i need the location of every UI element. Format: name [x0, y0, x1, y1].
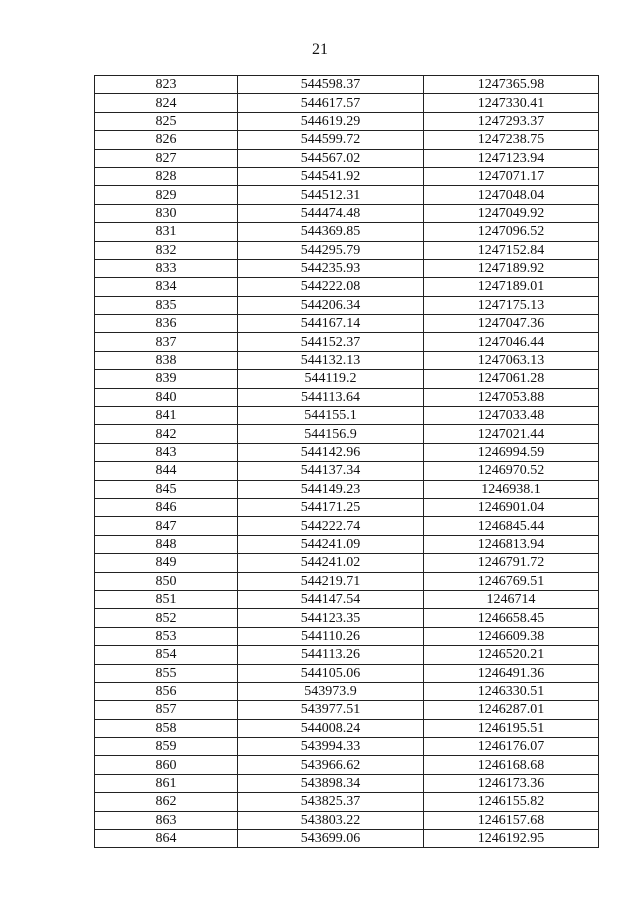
point-number-cell: 862	[95, 793, 238, 811]
x-coordinate-cell: 544152.37	[238, 333, 424, 351]
table-row	[95, 719, 599, 737]
point-number-cell: 854	[95, 646, 238, 664]
table-row	[95, 830, 599, 848]
point-number-cell: 848	[95, 535, 238, 553]
table-row	[95, 131, 599, 149]
x-coordinate-cell: 544171.25	[238, 498, 424, 516]
y-coordinate-cell: 1246609.38	[424, 627, 599, 645]
x-coordinate-cell: 543977.51	[238, 701, 424, 719]
table-row	[95, 498, 599, 516]
y-coordinate-cell: 1247096.52	[424, 223, 599, 241]
table-row	[95, 112, 599, 130]
y-coordinate-cell: 1246330.51	[424, 682, 599, 700]
x-coordinate-cell: 544512.31	[238, 186, 424, 204]
y-coordinate-cell: 1246173.36	[424, 774, 599, 792]
table-row	[95, 590, 599, 608]
y-coordinate-cell: 1246970.52	[424, 462, 599, 480]
x-coordinate-cell: 544206.34	[238, 296, 424, 314]
y-coordinate-cell: 1246491.36	[424, 664, 599, 682]
table-row	[95, 738, 599, 756]
x-coordinate-cell: 544241.02	[238, 554, 424, 572]
table-row	[95, 149, 599, 167]
point-number-cell: 844	[95, 462, 238, 480]
y-coordinate-cell: 1247061.28	[424, 370, 599, 388]
x-coordinate-cell: 544219.71	[238, 572, 424, 590]
y-coordinate-cell: 1247238.75	[424, 131, 599, 149]
y-coordinate-cell: 1246791.72	[424, 554, 599, 572]
y-coordinate-cell: 1247293.37	[424, 112, 599, 130]
coordinates-table-body	[95, 76, 599, 848]
x-coordinate-cell: 544123.35	[238, 609, 424, 627]
y-coordinate-cell: 1246168.68	[424, 756, 599, 774]
table-row	[95, 462, 599, 480]
x-coordinate-cell: 544369.85	[238, 223, 424, 241]
point-number-cell: 832	[95, 241, 238, 259]
table-row	[95, 811, 599, 829]
y-coordinate-cell: 1246994.59	[424, 443, 599, 461]
point-number-cell: 852	[95, 609, 238, 627]
point-number-cell: 861	[95, 774, 238, 792]
y-coordinate-cell: 1246520.21	[424, 646, 599, 664]
table-row	[95, 315, 599, 333]
point-number-cell: 826	[95, 131, 238, 149]
x-coordinate-cell: 544619.29	[238, 112, 424, 130]
y-coordinate-cell: 1247033.48	[424, 407, 599, 425]
table-row	[95, 774, 599, 792]
x-coordinate-cell: 544105.06	[238, 664, 424, 682]
x-coordinate-cell: 544567.02	[238, 149, 424, 167]
table-row	[95, 793, 599, 811]
table-row	[95, 480, 599, 498]
table-row	[95, 333, 599, 351]
point-number-cell: 857	[95, 701, 238, 719]
point-number-cell: 859	[95, 738, 238, 756]
y-coordinate-cell: 1247048.04	[424, 186, 599, 204]
y-coordinate-cell: 1247330.41	[424, 94, 599, 112]
point-number-cell: 836	[95, 315, 238, 333]
x-coordinate-cell: 544598.37	[238, 76, 424, 94]
point-number-cell: 846	[95, 498, 238, 516]
y-coordinate-cell: 1246157.68	[424, 811, 599, 829]
point-number-cell: 850	[95, 572, 238, 590]
point-number-cell: 840	[95, 388, 238, 406]
x-coordinate-cell: 544113.26	[238, 646, 424, 664]
table-row	[95, 186, 599, 204]
point-number-cell: 824	[95, 94, 238, 112]
y-coordinate-cell: 1247046.44	[424, 333, 599, 351]
point-number-cell: 831	[95, 223, 238, 241]
y-coordinate-cell: 1246901.04	[424, 498, 599, 516]
x-coordinate-cell: 544474.48	[238, 204, 424, 222]
x-coordinate-cell: 544241.09	[238, 535, 424, 553]
x-coordinate-cell: 543966.62	[238, 756, 424, 774]
point-number-cell: 842	[95, 425, 238, 443]
point-number-cell: 853	[95, 627, 238, 645]
y-coordinate-cell: 1246658.45	[424, 609, 599, 627]
point-number-cell: 833	[95, 259, 238, 277]
table-row	[95, 388, 599, 406]
y-coordinate-cell: 1247047.36	[424, 315, 599, 333]
table-row	[95, 351, 599, 369]
table-row	[95, 76, 599, 94]
x-coordinate-cell: 543898.34	[238, 774, 424, 792]
point-number-cell: 851	[95, 590, 238, 608]
y-coordinate-cell: 1247053.88	[424, 388, 599, 406]
x-coordinate-cell: 544119.2	[238, 370, 424, 388]
y-coordinate-cell: 1247021.44	[424, 425, 599, 443]
table-row	[95, 664, 599, 682]
y-coordinate-cell: 1246845.44	[424, 517, 599, 535]
page-number: 21	[312, 41, 328, 58]
point-number-cell: 828	[95, 167, 238, 185]
x-coordinate-cell: 544132.13	[238, 351, 424, 369]
point-number-cell: 827	[95, 149, 238, 167]
table-row	[95, 701, 599, 719]
table-row	[95, 554, 599, 572]
table-row	[95, 407, 599, 425]
y-coordinate-cell: 1246938.1	[424, 480, 599, 498]
y-coordinate-cell: 1246176.07	[424, 738, 599, 756]
table-row	[95, 535, 599, 553]
x-coordinate-cell: 544295.79	[238, 241, 424, 259]
point-number-cell: 864	[95, 830, 238, 848]
table-row	[95, 370, 599, 388]
table-row	[95, 241, 599, 259]
x-coordinate-cell: 544113.64	[238, 388, 424, 406]
point-number-cell: 834	[95, 278, 238, 296]
x-coordinate-cell: 544147.54	[238, 590, 424, 608]
table-row	[95, 609, 599, 627]
x-coordinate-cell: 544155.1	[238, 407, 424, 425]
x-coordinate-cell: 544235.93	[238, 259, 424, 277]
x-coordinate-cell: 544617.57	[238, 94, 424, 112]
point-number-cell: 855	[95, 664, 238, 682]
table-row	[95, 204, 599, 222]
x-coordinate-cell: 544156.9	[238, 425, 424, 443]
x-coordinate-cell: 544599.72	[238, 131, 424, 149]
point-number-cell: 843	[95, 443, 238, 461]
table-row	[95, 296, 599, 314]
x-coordinate-cell: 544008.24	[238, 719, 424, 737]
point-number-cell: 829	[95, 186, 238, 204]
table-row	[95, 646, 599, 664]
point-number-cell: 849	[95, 554, 238, 572]
point-number-cell: 835	[95, 296, 238, 314]
point-number-cell: 825	[95, 112, 238, 130]
x-coordinate-cell: 543699.06	[238, 830, 424, 848]
x-coordinate-cell: 543973.9	[238, 682, 424, 700]
x-coordinate-cell: 544137.34	[238, 462, 424, 480]
y-coordinate-cell: 1246813.94	[424, 535, 599, 553]
table-row	[95, 756, 599, 774]
y-coordinate-cell: 1247063.13	[424, 351, 599, 369]
y-coordinate-cell: 1247049.92	[424, 204, 599, 222]
point-number-cell: 863	[95, 811, 238, 829]
y-coordinate-cell: 1246192.95	[424, 830, 599, 848]
point-number-cell: 837	[95, 333, 238, 351]
x-coordinate-cell: 544142.96	[238, 443, 424, 461]
point-number-cell: 839	[95, 370, 238, 388]
point-number-cell: 841	[95, 407, 238, 425]
y-coordinate-cell: 1246287.01	[424, 701, 599, 719]
table-row	[95, 443, 599, 461]
table-row	[95, 259, 599, 277]
x-coordinate-cell: 543803.22	[238, 811, 424, 829]
y-coordinate-cell: 1247071.17	[424, 167, 599, 185]
table-row	[95, 682, 599, 700]
table-row	[95, 627, 599, 645]
point-number-cell: 823	[95, 76, 238, 94]
y-coordinate-cell: 1247152.84	[424, 241, 599, 259]
x-coordinate-cell: 544541.92	[238, 167, 424, 185]
point-number-cell: 847	[95, 517, 238, 535]
point-number-cell: 860	[95, 756, 238, 774]
y-coordinate-cell: 1246195.51	[424, 719, 599, 737]
y-coordinate-cell: 1247123.94	[424, 149, 599, 167]
y-coordinate-cell: 1247365.98	[424, 76, 599, 94]
point-number-cell: 856	[95, 682, 238, 700]
table-row	[95, 517, 599, 535]
table-row	[95, 278, 599, 296]
y-coordinate-cell: 1246769.51	[424, 572, 599, 590]
y-coordinate-cell: 1247189.01	[424, 278, 599, 296]
y-coordinate-cell: 1247175.13	[424, 296, 599, 314]
point-number-cell: 845	[95, 480, 238, 498]
x-coordinate-cell: 544222.74	[238, 517, 424, 535]
table-row	[95, 94, 599, 112]
x-coordinate-cell: 544167.14	[238, 315, 424, 333]
x-coordinate-cell: 543825.37	[238, 793, 424, 811]
y-coordinate-cell: 1246155.82	[424, 793, 599, 811]
point-number-cell: 830	[95, 204, 238, 222]
x-coordinate-cell: 544110.26	[238, 627, 424, 645]
y-coordinate-cell: 1246714	[424, 590, 599, 608]
point-number-cell: 838	[95, 351, 238, 369]
point-number-cell: 858	[95, 719, 238, 737]
x-coordinate-cell: 543994.33	[238, 738, 424, 756]
y-coordinate-cell: 1247189.92	[424, 259, 599, 277]
x-coordinate-cell: 544222.08	[238, 278, 424, 296]
table-row	[95, 572, 599, 590]
x-coordinate-cell: 544149.23	[238, 480, 424, 498]
coordinates-table	[94, 75, 599, 848]
table-row	[95, 223, 599, 241]
table-row	[95, 425, 599, 443]
table-row	[95, 167, 599, 185]
